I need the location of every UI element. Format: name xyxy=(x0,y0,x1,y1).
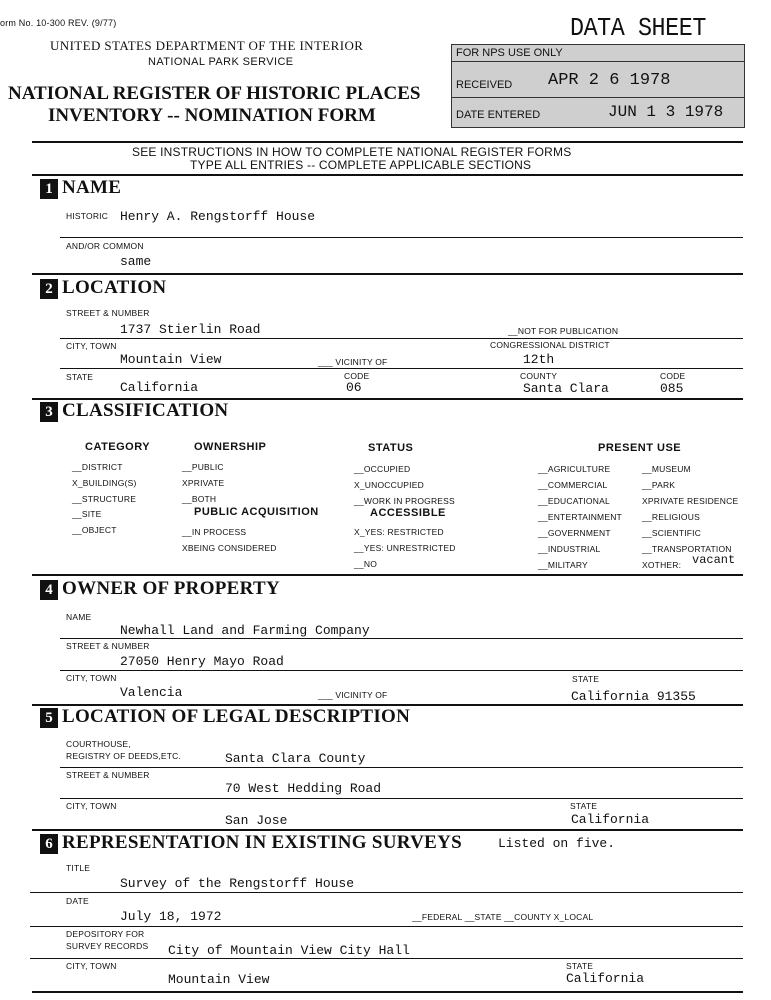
category-option[interactable]: __SITE xyxy=(72,509,102,520)
courthouse-label: COURTHOUSE, xyxy=(66,739,131,749)
not-for-publication: __NOT FOR PUBLICATION xyxy=(508,326,619,336)
data-sheet-stamp: DATA SHEET xyxy=(570,13,706,43)
survey-date: July 18, 1972 xyxy=(120,909,222,924)
section-4-number: 4 xyxy=(40,580,58,600)
present-use-option[interactable]: XPRIVATE RESIDENCE xyxy=(642,496,739,506)
owner-city-label: CITY, TOWN xyxy=(66,673,117,683)
city-value: Mountain View xyxy=(120,352,222,367)
ownership-option[interactable]: __PUBLIC xyxy=(182,462,224,472)
survey-state: California xyxy=(566,971,645,986)
state-label: STATE xyxy=(66,372,94,382)
section-5-title: LOCATION OF LEGAL DESCRIPTION xyxy=(62,706,411,727)
legal-city: San Jose xyxy=(225,813,288,828)
present-use-option[interactable]: __MILITARY xyxy=(538,560,588,570)
state-value: California xyxy=(120,380,199,395)
ownership-options xyxy=(182,460,224,507)
survey-note: Listed on five. xyxy=(498,836,616,851)
owner-name: Newhall Land and Farming Company xyxy=(120,623,370,638)
vicinity-label: ___ VICINITY OF xyxy=(318,357,388,367)
owner-name-label: NAME xyxy=(66,612,92,622)
service-name: NATIONAL PARK SERVICE xyxy=(148,56,294,68)
accessible-option[interactable]: __YES: UNRESTRICTED xyxy=(354,543,456,553)
category-options xyxy=(72,460,136,539)
courthouse-value: Santa Clara County xyxy=(225,751,366,766)
congressional-label: CONGRESSIONAL DISTRICT xyxy=(490,340,610,350)
survey-records-label: SURVEY RECORDS xyxy=(66,941,149,951)
instructions-line1: SEE INSTRUCTIONS IN HOW TO COMPLETE NATIONAL REGISTER FORMS xyxy=(132,145,572,159)
registry-label: REGISTRY OF DEEDS,ETC. xyxy=(66,751,182,761)
present-use-option[interactable]: __INDUSTRIAL xyxy=(538,544,601,554)
county-code-label: CODE xyxy=(660,371,686,381)
code-value: 06 xyxy=(346,380,362,395)
present-use-option[interactable]: __PARK xyxy=(642,480,676,490)
received-label: RECEIVED xyxy=(456,79,513,91)
accessible-option[interactable]: X_YES: RESTRICTED xyxy=(354,527,444,537)
accessible-header: ACCESSIBLE xyxy=(370,507,446,519)
section-3-title: CLASSIFICATION xyxy=(62,400,229,421)
acquisition-option[interactable]: __IN PROCESS xyxy=(182,527,247,537)
owner-street-label: STREET & NUMBER xyxy=(66,641,150,651)
date-entered-stamp: JUN 1 3 1978 xyxy=(608,103,724,121)
category-header: CATEGORY xyxy=(85,441,151,453)
acquisition-header: PUBLIC ACQUISITION xyxy=(194,506,319,518)
survey-city: Mountain View xyxy=(168,972,270,987)
survey-title: Survey of the Rengstorff House xyxy=(120,876,355,891)
section-6-number: 6 xyxy=(40,834,58,854)
present-use-header: PRESENT USE xyxy=(598,442,682,454)
section-6-title: REPRESENTATION IN EXISTING SURVEYS xyxy=(62,832,463,853)
depository-label: DEPOSITORY FOR xyxy=(66,929,145,939)
section-5-number: 5 xyxy=(40,708,58,728)
legal-street-label: STREET & NUMBER xyxy=(66,770,150,780)
county-code-value: 085 xyxy=(660,381,684,396)
owner-city: Valencia xyxy=(120,685,183,700)
owner-street: 27050 Henry Mayo Road xyxy=(120,654,284,669)
owner-vicinity-label: ___ VICINITY OF xyxy=(318,690,388,700)
survey-city-label: CITY, TOWN xyxy=(66,961,117,971)
category-option[interactable]: __STRUCTURE xyxy=(72,493,137,504)
section-3-number: 3 xyxy=(40,402,58,422)
date-entered-label: DATE ENTERED xyxy=(456,109,541,121)
legal-state-label: STATE xyxy=(570,801,598,811)
present-use-option[interactable]: __MUSEUM xyxy=(642,464,691,474)
form-title-line2: INVENTORY -- NOMINATION FORM xyxy=(48,105,376,126)
nps-use-box xyxy=(451,44,745,128)
other-use-value: vacant xyxy=(692,553,736,567)
county-value: Santa Clara xyxy=(523,381,609,396)
city-label: CITY, TOWN xyxy=(66,341,117,351)
owner-state-label: STATE xyxy=(572,674,600,684)
received-stamp: APR 2 6 1978 xyxy=(548,71,671,90)
street-value: 1737 Stierlin Road xyxy=(120,322,261,337)
ownership-option[interactable]: XPRIVATE xyxy=(182,477,225,488)
present-use-option[interactable]: XOTHER: xyxy=(642,560,682,570)
ownership-option[interactable]: __BOTH xyxy=(182,493,217,504)
code-label: CODE xyxy=(344,371,370,381)
historic-label: HISTORIC xyxy=(66,211,109,221)
legal-city-label: CITY, TOWN xyxy=(66,801,117,811)
present-use-option[interactable]: __RELIGIOUS xyxy=(642,512,700,522)
street-label: STREET & NUMBER xyxy=(66,308,150,318)
legal-street: 70 West Hedding Road xyxy=(225,781,382,796)
accessible-option[interactable]: __NO xyxy=(354,559,378,569)
form-number: orm No. 10-300 REV. (9/77) xyxy=(0,18,117,28)
instructions-line2: TYPE ALL ENTRIES -- COMPLETE APPLICABLE SECTIONS xyxy=(190,158,532,172)
status-option[interactable]: X_UNOCCUPIED xyxy=(354,480,424,490)
common-label: AND/OR COMMON xyxy=(66,241,144,251)
owner-state: California 91355 xyxy=(571,689,696,704)
category-option[interactable]: __DISTRICT xyxy=(72,462,123,472)
present-use-option[interactable]: __AGRICULTURE xyxy=(538,464,611,474)
historic-name: Henry A. Rengstorff House xyxy=(120,209,316,224)
section-4-title: OWNER OF PROPERTY xyxy=(62,578,281,599)
section-2-number: 2 xyxy=(40,279,58,299)
section-1-title: NAME xyxy=(62,177,122,198)
status-options xyxy=(354,461,455,509)
survey-date-label: DATE xyxy=(66,896,89,906)
present-use-option[interactable]: __SCIENTIFIC xyxy=(642,528,702,538)
section-2-title: LOCATION xyxy=(62,277,167,298)
present-use-options-1 xyxy=(538,461,622,573)
present-use-option[interactable]: __ENTERTAINMENT xyxy=(538,512,622,522)
survey-levels: __FEDERAL __STATE __COUNTY X_LOCAL xyxy=(412,912,594,922)
accessible-options xyxy=(354,524,456,572)
acquisition-options xyxy=(182,524,277,556)
category-option[interactable]: __OBJECT xyxy=(72,525,117,536)
depository-value: City of Mountain View City Hall xyxy=(168,943,410,958)
common-name: same xyxy=(120,254,152,269)
nps-use-label: FOR NPS USE ONLY xyxy=(456,47,563,59)
status-option[interactable]: __OCCUPIED xyxy=(354,464,411,474)
present-use-option[interactable]: __GOVERNMENT xyxy=(538,528,611,538)
category-option[interactable]: X_BUILDING(S) xyxy=(72,477,137,488)
department-name: UNITED STATES DEPARTMENT OF THE INTERIOR xyxy=(50,38,364,53)
survey-title-label: TITLE xyxy=(66,863,91,873)
ownership-header: OWNERSHIP xyxy=(194,441,267,453)
acquisition-option[interactable]: XBEING CONSIDERED xyxy=(182,543,277,553)
present-use-option[interactable]: __COMMERCIAL xyxy=(538,480,608,490)
county-label: COUNTY xyxy=(520,371,558,381)
present-use-option[interactable]: __TRANSPORTATION xyxy=(642,544,732,554)
form-title-line1: NATIONAL REGISTER OF HISTORIC PLACES xyxy=(8,83,421,104)
status-option[interactable]: __WORK IN PROGRESS xyxy=(354,496,455,506)
section-1-number: 1 xyxy=(40,179,58,199)
legal-state: California xyxy=(571,812,650,827)
status-header: STATUS xyxy=(368,442,414,454)
present-use-option[interactable]: __EDUCATIONAL xyxy=(538,496,610,506)
survey-state-label: STATE xyxy=(566,961,594,971)
congressional-value: 12th xyxy=(523,352,555,367)
